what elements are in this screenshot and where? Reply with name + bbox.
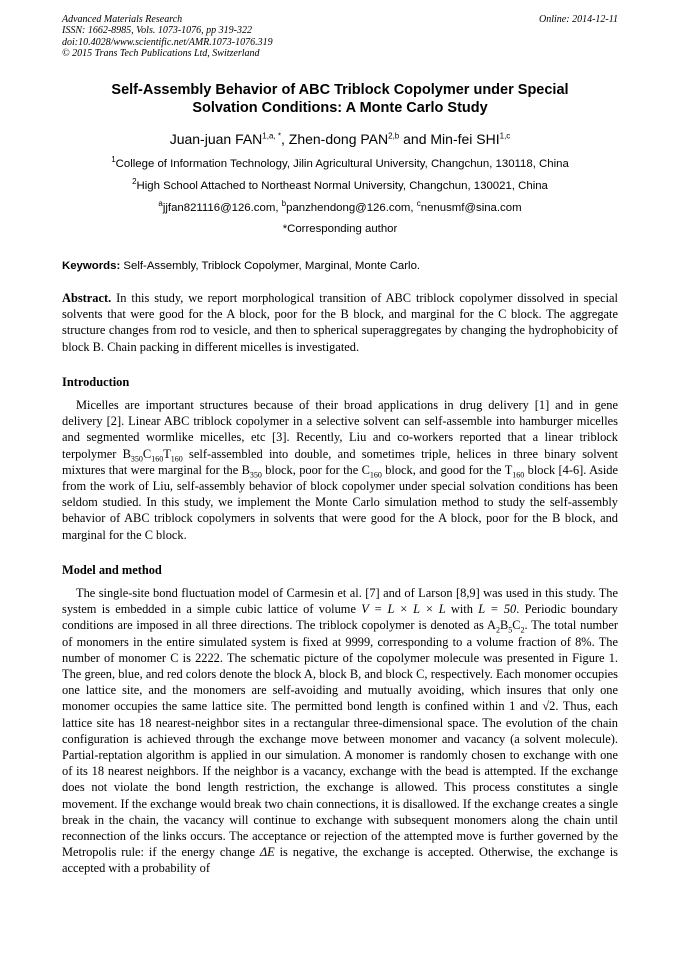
author-emails: $^a$jjfan821116@126.com, $^b$panzhendong@126.com, $^c$nenusmf@sina.com xyxy=(158,199,522,214)
affiliation-1: $^1$College of Information Technology, Jilin Agricultural University, Changchun, 130118, China xyxy=(111,155,569,170)
section-heading-introduction: Introduction xyxy=(62,375,130,389)
email-a[interactable]: jjfan821116@126.com, xyxy=(162,202,282,214)
author-3: Min-fei SHI xyxy=(430,131,500,147)
paper-title xyxy=(62,81,618,117)
volume-equation: V = L × L × L xyxy=(361,602,446,617)
author-list: Juan-juan $FAN^{1,a, *}$, Zhen-dong PAN$^{2,b}$ and Min-fei SHI$^{1,c}$ xyxy=(169,131,511,147)
journal-header xyxy=(62,14,618,60)
title-line-1: Self-Assembly Behavior of ABC Triblock Copolymer under Special xyxy=(111,82,569,98)
author-1: Juan-juan FAN xyxy=(169,131,263,147)
author-2: Zhen-dong PAN xyxy=(288,131,389,147)
keywords xyxy=(62,259,618,273)
affiliation-2: $^2$High School Attached to Northeast Normal University, Changchun, 130021, China xyxy=(132,177,548,192)
email-c[interactable]: nenusmf@sina.com xyxy=(420,202,522,214)
corresponding-author-note: *Corresponding author xyxy=(282,223,398,235)
journal-name: Advanced Materials Research xyxy=(62,14,183,25)
online-date: Online: 2014-12-11 xyxy=(539,14,618,25)
introduction-paragraph: Micelles are important structures because of their broad applications in drug delivery [1] and in gene delivery [2]. Linear ABC triblock copolymer in a selective solvent can self-assemble into hamburger micelles and segmented wormlike micelles, etc [3]. Recently, Liu and co-workers reported that a linear triblock terpolymer $B_{350}C_{160}T_{160}$ self-assembled into double, and sometimes triple, helices in three binary solvent mixtures that were marginal for the $B_{350}$ block, poor for the $C_{160}$ block, and good for the $T_{160}$ block [4-6]. Aside from the work of Liu, self-assembly behavior of block copolymer under special solvation conditions has been seldom studied. In this study, we implement the Monte Carlo simulation method to study the self-assembly behavior of ABC triblock copolymers in solvents that were good for the A block, poor for the B block, and marginal for the C block. xyxy=(62,398,618,542)
sqrt-two: √2 xyxy=(542,699,556,714)
section-heading-model-and-method: Model and method xyxy=(62,563,162,577)
energy-change-symbol: ΔE xyxy=(259,845,275,860)
abstract-label: Abstract. xyxy=(62,291,112,305)
abstract-text: In this study, we report morphological transition of ABC triblock copolymer dissolved in special solvents that were good for the A block, poor for the B block, and marginal for the C block. The aggregate structure changes from rod to vesicle, and then to spherical superaggregates by changing the hydrophobicity of block B. Chain packing in different micelles is investigated. xyxy=(62,291,618,354)
title-line-2: Solvation Conditions: A Monte Carlo Study xyxy=(192,100,488,116)
journal-issn: ISSN: 1662-8985, Vols. 1073-1076, pp 319-322 xyxy=(62,25,252,37)
journal-copyright: © 2015 Trans Tech Publications Ltd, Switzerland xyxy=(62,48,260,60)
abstract xyxy=(62,290,618,355)
keywords-text: Self-Assembly, Triblock Copolymer, Marginal, Monte Carlo. xyxy=(120,260,421,272)
lattice-size-equation: L = 50 xyxy=(478,602,517,617)
email-b[interactable]: panzhendong@126.com, xyxy=(286,202,417,214)
keywords-label: Keywords: xyxy=(62,260,121,272)
model-paragraph: The single-site bond fluctuation model of Carmesin et al. [7] and of Larson [8,9] was used in this study. The system is embedded in a simple cubic lattice of volume V = L × L × L with L = 50. Periodic boundary conditions are imposed in all three directions. The triblock copolymer is denoted as $A_2B_5C_2$. The total number of monomers in the entire simulated system is fixed at 9999, corresponding to a volume fraction of 8%. The number of monomer C is 2222. The schematic picture of the copolymer molecule was presented in Figure 1. The green, blue, and red colors denote the block A, block B, and block C, respectively. Each monomer occupies one lattice site, and the monomers are self-avoiding and mutually avoiding, which insures that only one monomer occupies the same lattice site. The permitted bond length is confined within 1 and √2. Thus, each lattice site has 18 nearest-neighbor sites in a rectangular three-dimensional space. The evolution of the chain configuration is achieved through the exchange move between monomer and vacancy (a solvent molecule). Partial-reptation algorithm is applied in our simulation. A monomer is randomly chosen to exchange with one of its 18 nearest neighbors. If the neighbor is a vacancy, exchange with the bead is attempted. If the exchange does not violate the bond length restriction, the exchange is allowed. This process constitutes a single movement. If the exchange would break two chain connections, it is disallowed. If the exchange creates a single break in the chain, the vacancy will continue to exchange with subsequent monomers along the chain until reconnection of the links occurs. The acceptance or rejection of the attempted move is further governed by the Metropolis rule: if the energy change ΔE is negative, the exchange is accepted. Otherwise, the exchange is accepted with a probability of xyxy=(62,586,619,876)
journal-doi[interactable]: doi:10.4028/www.scientific.net/AMR.1073-1076.319 xyxy=(62,36,273,48)
